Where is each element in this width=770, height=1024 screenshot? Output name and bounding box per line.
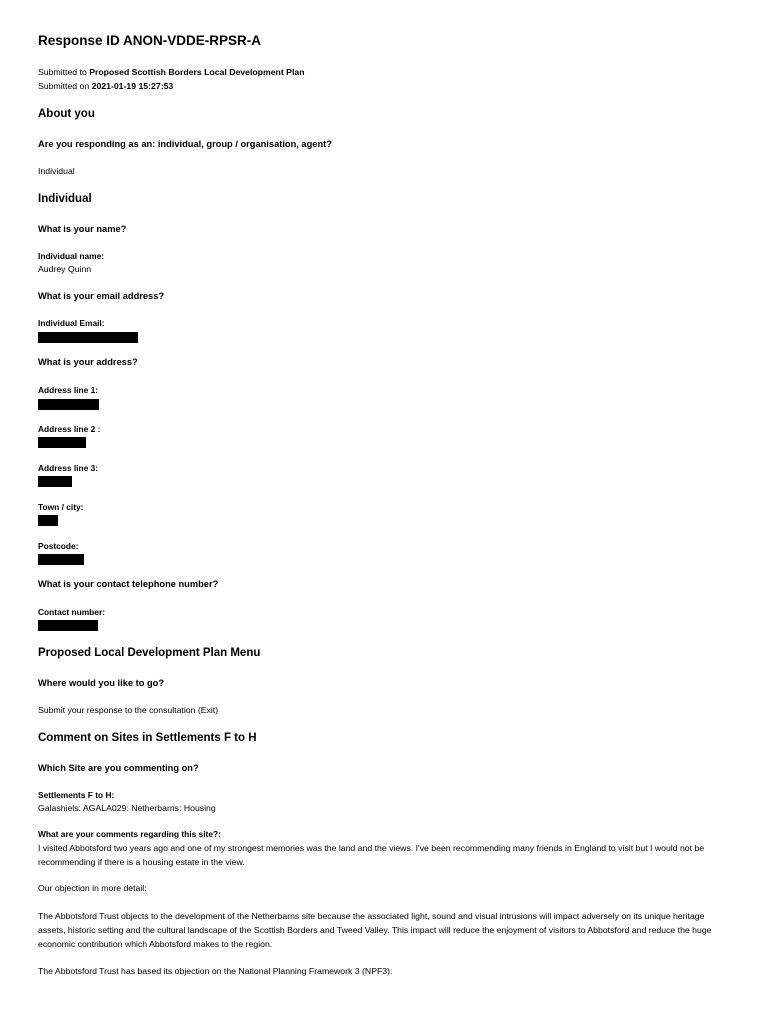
address-line2-label: Address line 2 :	[38, 424, 101, 434]
submitted-to-line	[38, 67, 305, 77]
submitted-on-line	[38, 81, 173, 91]
menu-question: Where would you like to go?	[38, 678, 165, 688]
site-question: Which Site are you commenting on?	[38, 763, 199, 773]
menu-heading: Proposed Local Development Plan Menu	[38, 647, 261, 659]
email-question: What is your email address?	[38, 291, 165, 301]
address-line3-redaction	[38, 476, 72, 487]
town-label: Town / city:	[38, 502, 84, 512]
submitted-to-label: Submitted to	[38, 67, 87, 77]
email-redaction	[38, 332, 138, 343]
name-value: Audrey Quinn	[38, 264, 92, 274]
menu-answer: Submit your response to the consultation (Exit)	[38, 705, 219, 715]
name-question: What is your name?	[38, 224, 127, 234]
phone-label: Contact number:	[38, 607, 105, 617]
address-line1-redaction	[38, 399, 99, 410]
postcode-label: Postcode:	[38, 541, 79, 551]
phone-question: What is your contact telephone number?	[38, 579, 219, 589]
respondent-type-question: Are you responding as an: individual, group / organisation, agent?	[38, 139, 332, 149]
comment-paragraph-3: The Abbotsford Trust objects to the development of the Netherbarns site because the associated light, sound and visual intrusions will impact adversely on its unique heritage assets, historic setting and the cultural landscape of the Scottish Borders and Tweed Valley. This impact will reduce the enjoyment of visitors to Abbotsford and reduce the huge economic contribution which Abbotsford makes to the region.	[38, 911, 712, 949]
page-title: Response ID ANON-VDDE-RPSR-A	[38, 33, 262, 48]
submitted-on-value: 2021-01-19 15:27:53	[91, 81, 174, 91]
town-redaction	[38, 515, 58, 526]
comment-paragraph-1: I visited Abbotsford two years ago and one of my strongest memories was the land and the views. I've been recommending many friends in England to visit but I would not be recommending if there is a housing estate in the view.	[38, 843, 705, 867]
phone-redaction	[38, 620, 98, 631]
comments-label: What are your comments regarding this site?:	[38, 829, 221, 839]
name-label: Individual name:	[38, 251, 105, 261]
individual-heading: Individual	[38, 193, 92, 205]
respondent-type-answer: Individual	[38, 166, 75, 176]
submitted-on-label: Submitted on	[38, 81, 90, 91]
email-label: Individual Email:	[38, 318, 105, 328]
comment-paragraph-4: The Abbotsford Trust has based its objection on the National Planning Framework 3 (NPF3):	[38, 966, 393, 976]
address-question: What is your address?	[38, 357, 138, 367]
address-line2-redaction	[38, 437, 86, 448]
settlements-value: Galashiels: AGALA029: Netherbarns: Housing	[38, 803, 216, 813]
about-you-heading: About you	[38, 108, 95, 120]
comment-paragraph-2: Our objection in more detail:	[38, 883, 147, 893]
postcode-redaction	[38, 554, 84, 565]
address-line3-label: Address line 3:	[38, 463, 99, 473]
address-line1-label: Address line 1:	[38, 385, 99, 395]
sites-heading: Comment on Sites in Settlements F to H	[38, 732, 257, 744]
settlements-label: Settlements F to H:	[38, 790, 115, 800]
submitted-to-value: Proposed Scottish Borders Local Development Plan	[89, 67, 305, 77]
